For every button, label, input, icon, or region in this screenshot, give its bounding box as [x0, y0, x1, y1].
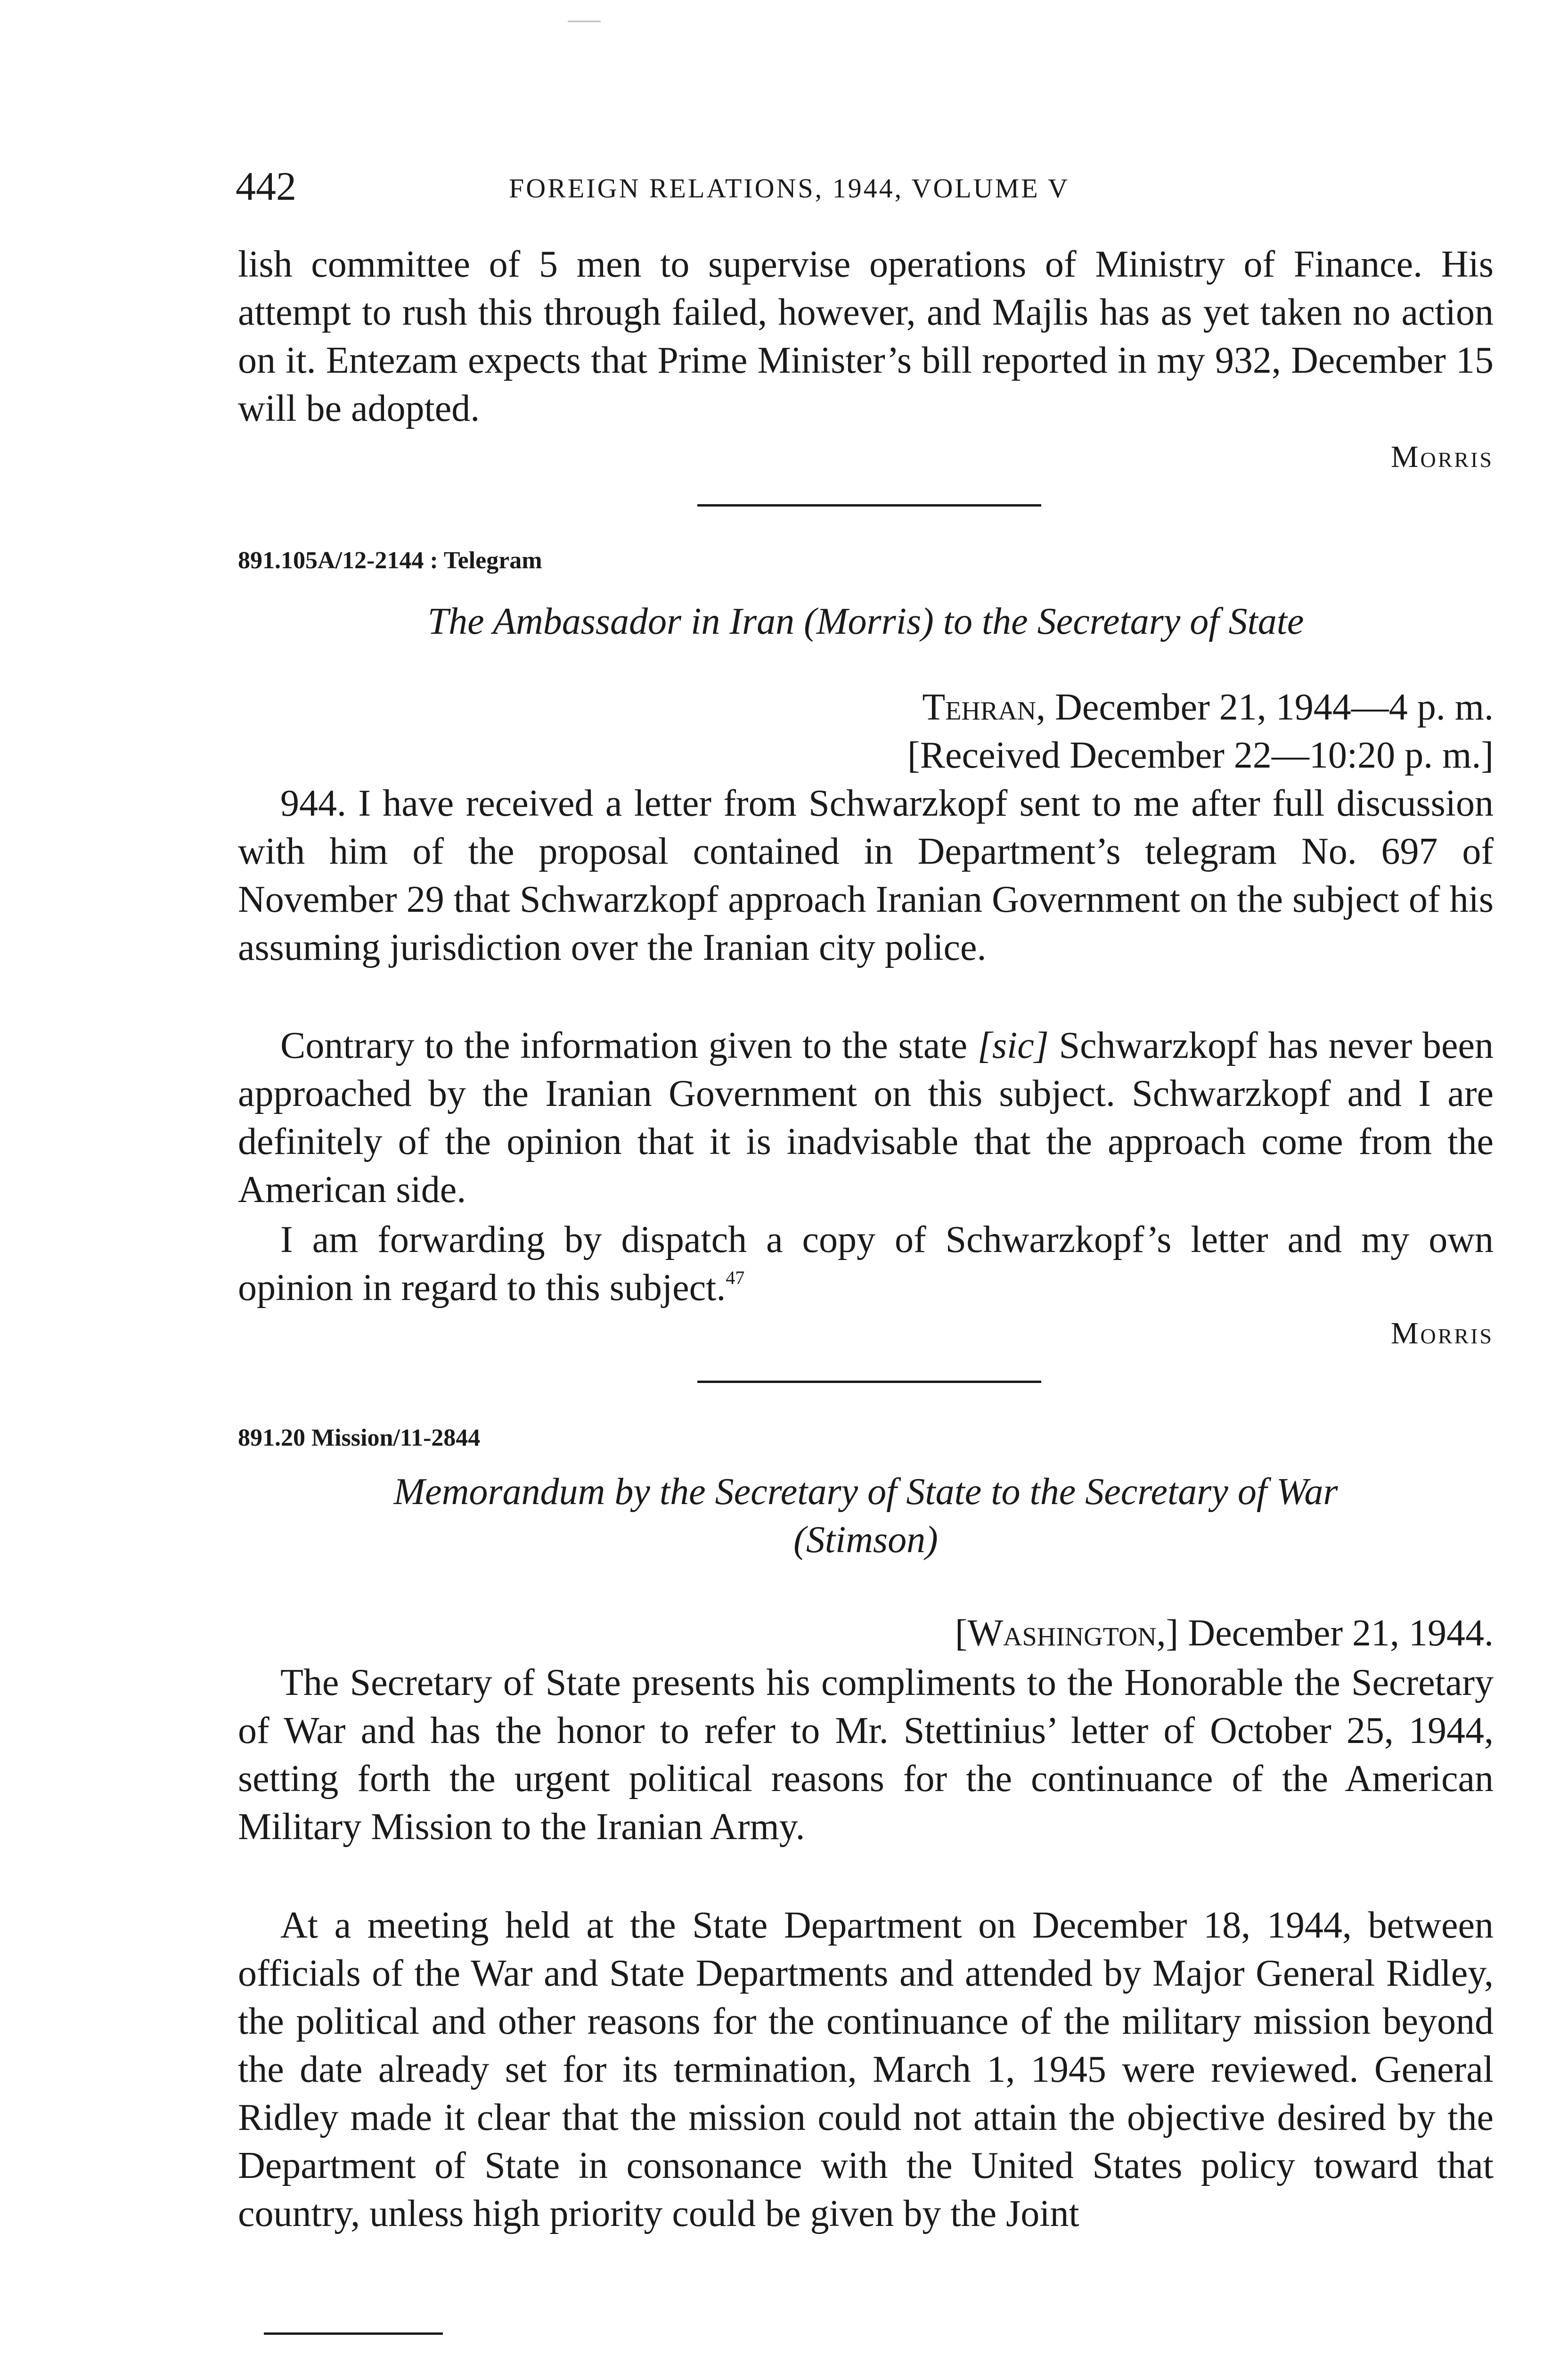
- doc2-paragraph-1: The Secretary of State presents his compliments to the Honorable the Secretary of War and has the honor to refer to Mr. Stettinius’ letter of October 25, 1944, setting forth the urgent political reasons for the continuance of the American Military Mission to the Iranian Army.: [238, 1662, 1494, 1848]
- dateline-1: [922, 683, 1494, 731]
- footnote-reference: 47: [726, 1267, 745, 1288]
- dateline-date: , December 21, 1944—4 p. m.: [1036, 687, 1494, 728]
- para2-text-b: Schwarzkopf has never been approached by the Iranian Government on this subject. Schwarzkopf and I are definitely of the opinion that it is inadvisable that the approach come from the American side.: [238, 1025, 1494, 1211]
- footnote-divider: [264, 2332, 443, 2335]
- section-divider-2: [697, 1381, 1041, 1383]
- continuation-paragraph: lish committee of 5 men to supervise operations of Ministry of Finance. His attempt to rush this through failed, however, and Majlis has as yet taken no action on it. Entezam expects that Prime Minister’s bill reported in my 932, December 15 will be adopted.: [238, 244, 1494, 429]
- document-title-2-line-2: (Stimson): [793, 1519, 938, 1561]
- signature-text: Morris: [1390, 440, 1494, 474]
- running-title: FOREIGN RELATIONS, 1944, VOLUME V: [509, 173, 1070, 204]
- doc1-paragraph-2: [238, 1022, 1494, 1214]
- para3-text: I am forwarding by dispatch a copy of Schwarzkopf’s letter and my own opinion in regard to this subject.: [238, 1219, 1494, 1309]
- doc1-paragraph-1: 944. I have received a letter from Schwarzkopf sent to me after full discussion with him of the proposal contained in Department’s telegram No. 697 of November 29 that Schwarzkopf approach Iranian Government on the subject of his assuming jurisdiction over the Iranian city police.: [238, 783, 1494, 968]
- sic-marker: [sic]: [977, 1025, 1049, 1066]
- dateline-date: December 21, 1944.: [1178, 1612, 1494, 1654]
- signature-text: Morris: [1390, 1316, 1494, 1350]
- received-line: [Received December 22—10:20 p. m.]: [907, 735, 1494, 776]
- footnote: [278, 2354, 482, 2356]
- document-title-2-line-1: Memorandum by the Secretary of State to the Secretary of War: [393, 1471, 1338, 1513]
- file-reference-1: 891.105A/12-2144 : Telegram: [238, 547, 542, 574]
- signature-morris-1: [1391, 434, 1494, 481]
- doc2-paragraph-2: At a meeting held at the State Department on December 18, 1944, between officials of the War and State Departments and attended by Major General Ridley, the political and other reasons for the continuance of the military mission beyond the date already set for its termination, March 1, 1945 were reviewed. General Ridley made it clear that the mission could not attain the objective desired by the Department of State in consonance with the United States policy toward that country, unless high priority could be given by the Joint: [238, 1905, 1494, 2234]
- scan-mark: [568, 21, 601, 22]
- dateline-2: [955, 1609, 1494, 1657]
- dateline-place: [Washington,]: [955, 1612, 1179, 1654]
- doc1-paragraph-3: [238, 1216, 1494, 1312]
- page-number: 442: [236, 164, 296, 209]
- file-reference-2: 891.20 Mission/11-2844: [238, 1424, 481, 1451]
- document-title-1: The Ambassador in Iran (Morris) to the Secretary of State: [427, 601, 1304, 642]
- running-head: [236, 160, 1498, 217]
- dateline-place: Tehran: [922, 687, 1037, 728]
- para2-text-a: Contrary to the information given to the state: [280, 1025, 978, 1066]
- section-divider-1: [697, 504, 1041, 507]
- signature-morris-2: [1391, 1310, 1494, 1357]
